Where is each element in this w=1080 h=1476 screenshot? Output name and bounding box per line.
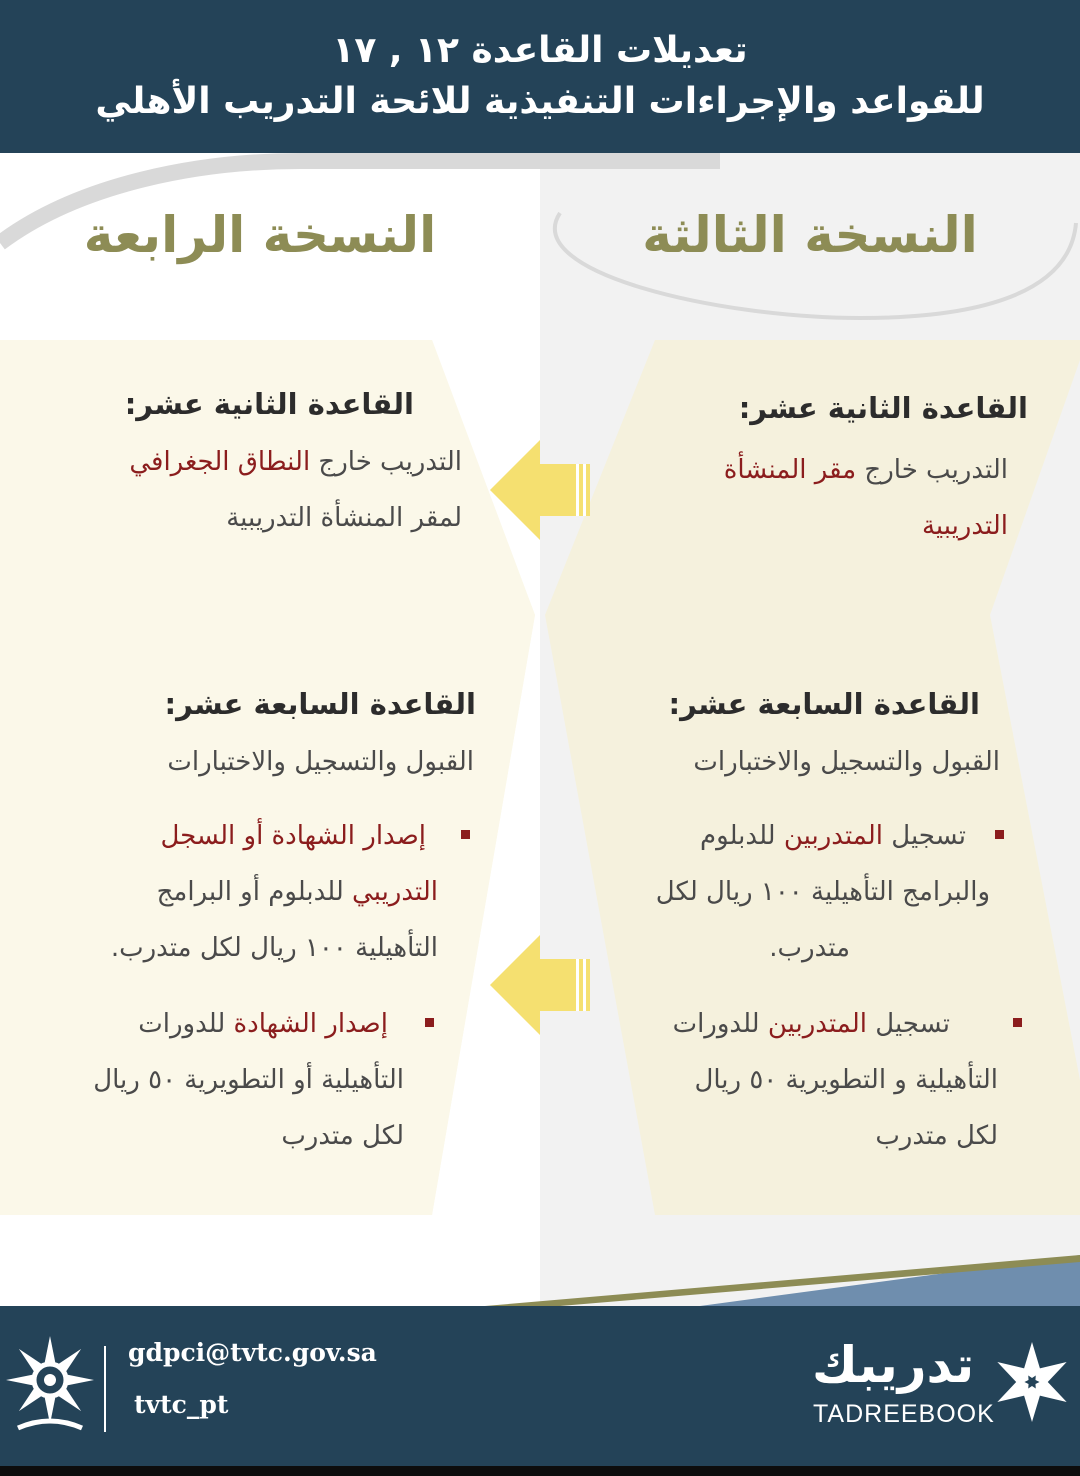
rule-title: القاعدة السابعة عشر: bbox=[668, 687, 980, 721]
bullet-text: التأهيلية ١٠٠ ريال لكل متدرب. bbox=[110, 933, 438, 963]
bullet-icon bbox=[995, 830, 1004, 839]
text-part: تسجيل bbox=[882, 821, 966, 851]
bullet-text: والبرامج التأهيلية ١٠٠ ريال لكل bbox=[655, 877, 990, 907]
version-third-title: النسخة الثالثة bbox=[642, 206, 978, 264]
bullet-icon bbox=[425, 1018, 434, 1027]
bullet-item bbox=[600, 808, 1010, 864]
fourth-rule12-body bbox=[40, 434, 462, 546]
bullet-text bbox=[600, 808, 966, 864]
text-part: للدورات bbox=[672, 1009, 768, 1039]
third-rule17-body bbox=[600, 734, 1000, 790]
bullet-icon bbox=[1013, 1018, 1022, 1027]
text-part: للدورات bbox=[138, 1009, 234, 1039]
bullet-text bbox=[600, 996, 950, 1052]
bullet-text: لكل متدرب bbox=[281, 1121, 404, 1151]
bullet-icon bbox=[461, 830, 470, 839]
rule-title: القاعدة الثانية عشر: bbox=[124, 387, 414, 421]
rule-subtitle: القبول والتسجيل والاختبارات bbox=[693, 747, 1000, 777]
rule-title: القاعدة السابعة عشر: bbox=[164, 687, 476, 721]
highlight-text: المتدربين bbox=[783, 821, 883, 851]
arrow-left-icon-top bbox=[490, 440, 590, 540]
highlight-text: التدريبية bbox=[921, 511, 1008, 541]
rule-text bbox=[600, 442, 1028, 498]
third-rule17 bbox=[600, 680, 980, 728]
third-rule17-bullets bbox=[600, 808, 1010, 1164]
tvtc-logo-icon bbox=[4, 1330, 96, 1440]
contact-handle[interactable]: tvtc_pt bbox=[134, 1390, 229, 1419]
rule-text: لمقر المنشأة التدريبية bbox=[226, 503, 462, 533]
bullet-text bbox=[40, 864, 476, 920]
header-title-line1: تعديلات القاعدة ١٢ , ١٧ bbox=[332, 29, 748, 71]
text-part: للدبلوم bbox=[700, 821, 784, 851]
fourth-rule12 bbox=[40, 380, 414, 428]
highlight-text: إصدار الشهادة bbox=[233, 1009, 388, 1039]
rule-text bbox=[40, 434, 462, 490]
bullet-text: التأهيلية و التطويرية ٥٠ ريال bbox=[694, 1065, 998, 1095]
fourth-rule17 bbox=[40, 680, 476, 728]
rule-subtitle: القبول والتسجيل والاختبارات bbox=[167, 747, 474, 777]
brand-name-arabic: تدريبك bbox=[812, 1336, 975, 1394]
brand-name-english: TADREEBOOK bbox=[813, 1400, 995, 1428]
bullet-item bbox=[40, 808, 476, 864]
footer-divider bbox=[104, 1346, 106, 1432]
highlight-text: التدريبي bbox=[352, 877, 438, 907]
text-part: التدريب خارج bbox=[310, 447, 462, 477]
header-title-line2: للقواعد والإجراءات التنفيذية للائحة التدريب الأهلي bbox=[95, 80, 985, 122]
text-part: تسجيل bbox=[866, 1009, 950, 1039]
footer-bottom-bar bbox=[0, 1466, 1080, 1476]
tadreebook-flower-icon bbox=[990, 1340, 1074, 1424]
rule-title: القاعدة الثانية عشر: bbox=[738, 391, 1028, 425]
text-part: التدريب خارج bbox=[856, 455, 1008, 485]
highlight-text: النطاق الجغرافي bbox=[129, 447, 311, 477]
fourth-rule17-body bbox=[40, 734, 474, 790]
fourth-rule17-bullets bbox=[40, 808, 476, 1164]
third-rule12 bbox=[600, 384, 1028, 554]
bullet-text: لكل متدرب bbox=[875, 1121, 998, 1151]
highlight-text: إصدار الشهادة أو السجل bbox=[160, 821, 426, 851]
highlight-text: مقر المنشأة bbox=[723, 455, 857, 485]
bullet-text bbox=[40, 996, 388, 1052]
contact-email[interactable]: gdpci@tvtc.gov.sa bbox=[128, 1338, 377, 1367]
bullet-text: متدرب. bbox=[769, 933, 850, 963]
bullet-item bbox=[40, 996, 476, 1052]
bullet-text: التأهيلية أو التطويرية ٥٠ ريال bbox=[93, 1065, 404, 1095]
version-fourth-title: النسخة الرابعة bbox=[83, 206, 437, 264]
text-part: للدبلوم أو البرامج bbox=[156, 877, 353, 907]
bullet-item bbox=[600, 996, 1010, 1052]
highlight-text: المتدربين bbox=[767, 1009, 867, 1039]
arrow-left-icon-bottom bbox=[490, 935, 590, 1035]
